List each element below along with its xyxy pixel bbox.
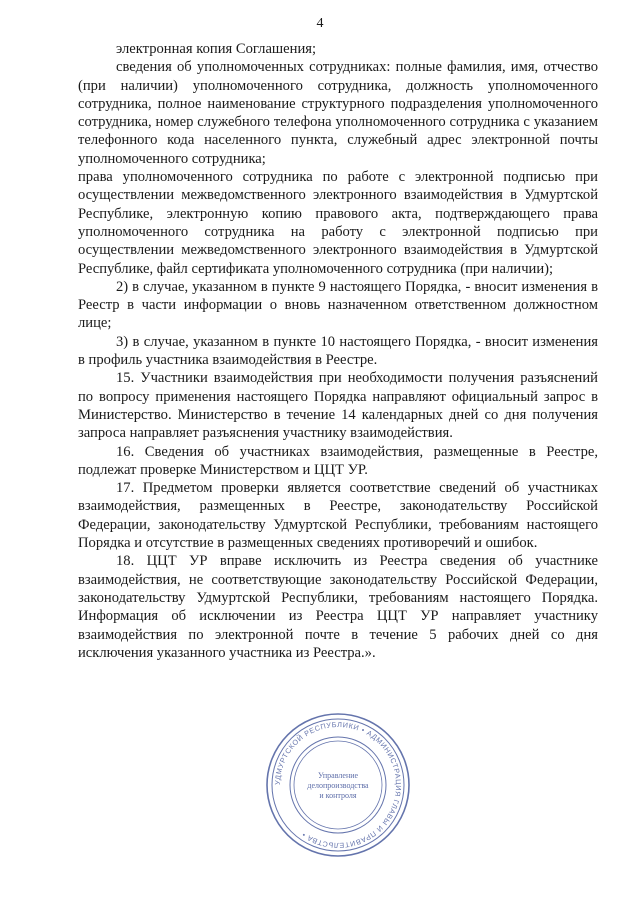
- paragraph: сведения об уполномоченных сотрудниках: полные фамилия, имя, отчество (при наличии) уполномоченного сотрудника, должность уполномоченного сотрудника, полное наименование структурного подразделения уполномоченного сотрудника, номер служебного телефона уполномоченного сотрудника с указанием телефонного кода населенного пункта, служебный адрес электронной почты уполномоченного сотрудника;: [78, 59, 598, 167]
- page-number: 4: [316, 16, 324, 31]
- paragraph: 17. Предметом проверки является соответствие сведений об участниках взаимодействия, размещенных в Реестре, законодательству Российской Федерации, законодательству Удмуртской Республики, требованиям настоящего Порядка и отсутствие в размещенных сведениях противоречий и ошибок.: [78, 480, 598, 552]
- seal-inner-line: и контроля: [319, 791, 357, 800]
- official-seal-stamp: [263, 710, 413, 860]
- seal-ring-textpath: УДМУРТСКОЙ РЕСПУБЛИКИ • АДМИНИСТРАЦИЯ ГЛАВЫ И ПРАВИТЕЛЬСТВА •: [272, 719, 404, 851]
- paragraph: электронная копия Соглашения;: [116, 41, 317, 57]
- paragraph: 16. Сведения об участниках взаимодействия, размещенные в Реестре, подлежат проверке Министерством и ЦЦТ УР.: [78, 443, 598, 478]
- paragraph: права уполномоченного сотрудника по работе с электронной подписью при осуществлении межведомственного электронного взаимодействия в Удмуртской Республике, электронную копию правового акта, подтверждающего права уполномоченного сотрудника на работу с электронной подписью при осуществлении межведомственного электронного взаимодействия в Удмуртской Республике, файл сертификата уполномоченного сотрудника (при наличии);: [78, 169, 598, 277]
- document-body: [78, 40, 598, 662]
- paragraph: 2) в случае, указанном в пункте 9 настоящего Порядка, - вносит изменения в Реестр в части информации о вновь назначенном ответственном должностном лице;: [78, 278, 598, 332]
- paragraph: 18. ЦЦТ УР вправе исключить из Реестра сведения об участнике взаимодействия, не соответствующие законодательству Российской Федерации, законодательству Удмуртской Республики, требованиям настоящего Порядка. Информация об исключении из Реестра ЦЦТ УР направляет участнику взаимодействия по электронной почте в течение 5 рабочих дней со дня исключения указанного участника из Реестра.».: [78, 553, 598, 661]
- paragraph: 3) в случае, указанном в пункте 10 настоящего Порядка, - вносит изменения в профиль участника взаимодействия в Реестре.: [78, 333, 598, 369]
- paragraph: 15. Участники взаимодействия при необходимости получения разъяснений по вопросу применения настоящего Порядка направляют официальный запрос в Министерство. Министерство в течение 14 календарных дней со дня получения запроса направляет разъяснения участнику взаимодействия.: [78, 370, 598, 442]
- seal-inner-line: делопроизводства: [307, 781, 369, 790]
- seal-inner-line: Управление: [317, 771, 359, 780]
